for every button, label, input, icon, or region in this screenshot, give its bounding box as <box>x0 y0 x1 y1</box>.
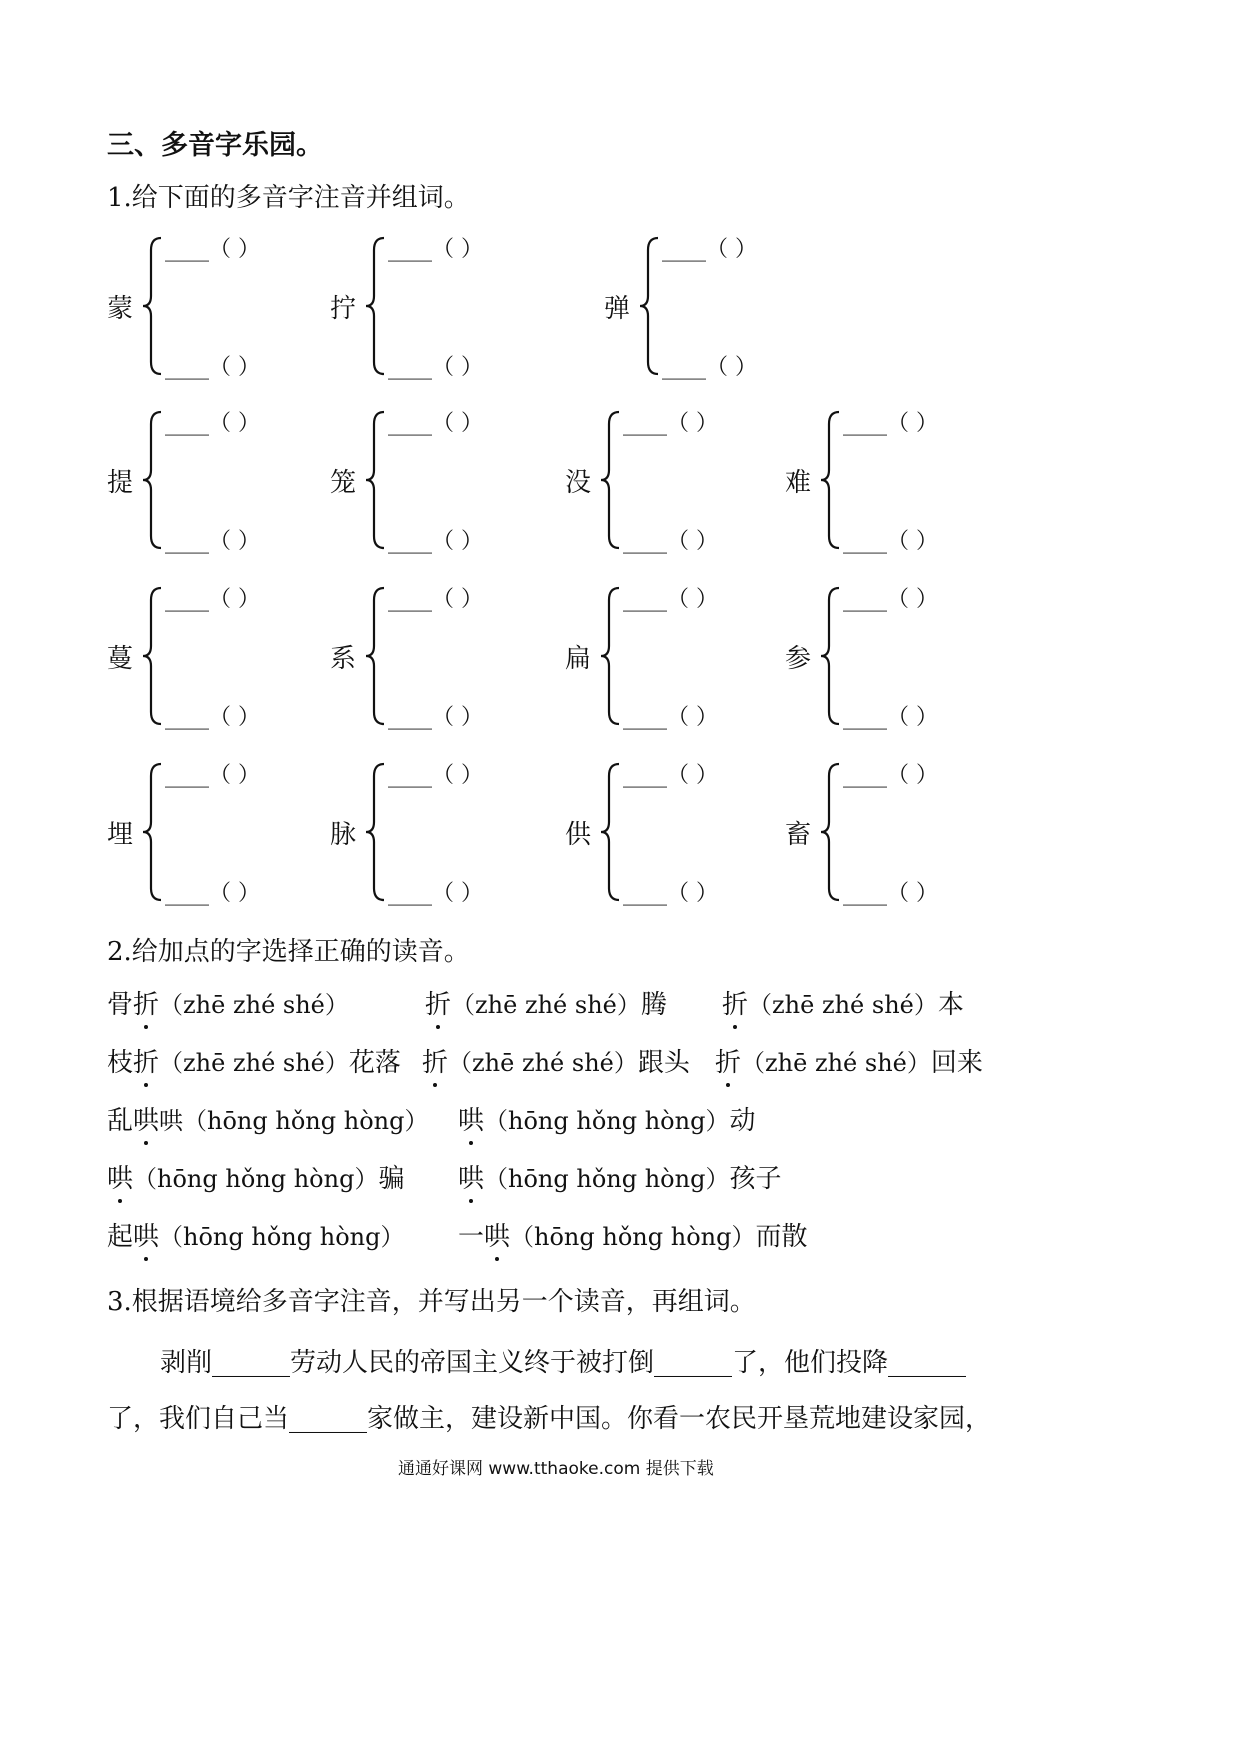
answer-slot-top[interactable]: ____（ ） <box>843 411 938 436</box>
dotted-char: 哄 <box>458 1100 484 1137</box>
q3-paragraph-line1: 剥削______劳动人民的帝国主义终于被打倒______了，他们投降______ <box>160 1348 967 1378</box>
reading-choice-item <box>107 984 349 1021</box>
dotted-char: 折 <box>715 1042 741 1079</box>
answer-slot-bottom[interactable]: ____（ ） <box>165 355 260 380</box>
polyphone-char: 难 <box>785 468 812 498</box>
reading-choice-item <box>715 1042 983 1079</box>
pinyin-options[interactable]: （hōng hǒng hòng） <box>484 1107 730 1135</box>
reading-choice-item <box>722 984 964 1021</box>
answer-slot-bottom[interactable]: ____（ ） <box>388 355 483 380</box>
answer-slot-bottom[interactable]: ____（ ） <box>388 705 483 730</box>
item-suffix: 回来 <box>930 1048 983 1078</box>
reading-choice-item <box>107 1158 404 1195</box>
reading-choice-item <box>107 1216 404 1253</box>
reading-choice-item <box>107 1042 401 1079</box>
dotted-char: 哄 <box>107 1158 133 1195</box>
pinyin-options[interactable]: （zhē zhé shé） <box>748 991 938 1019</box>
q3-prompt: 3.根据语境给多音字注音，并写出另一个读音，再组词。 <box>107 1287 756 1317</box>
answer-slot-top[interactable]: ____（ ） <box>388 587 483 612</box>
polyphone-char: 系 <box>330 644 357 674</box>
answer-slot-bottom[interactable]: ____（ ） <box>843 705 938 730</box>
reading-choice-item <box>458 1158 781 1195</box>
pinyin-options[interactable]: （zhē zhé shé） <box>451 991 641 1019</box>
answer-slot-top[interactable]: ____（ ） <box>388 237 483 262</box>
pinyin-options[interactable]: （hōng hǒng hòng） <box>484 1165 730 1193</box>
q1-prompt: 1.给下面的多音字注音并组词。 <box>107 183 470 213</box>
pinyin-options[interactable]: 哄（hōng hǒng hòng） <box>159 1107 429 1135</box>
item-suffix: 腾 <box>640 990 667 1020</box>
answer-slot-bottom[interactable]: ____（ ） <box>388 529 483 554</box>
polyphone-char: 参 <box>785 644 812 674</box>
dotted-char: 哄 <box>484 1216 510 1253</box>
answer-slot-top[interactable]: ____（ ） <box>843 587 938 612</box>
item-prefix: 起 <box>107 1222 134 1252</box>
item-suffix: 跟头 <box>637 1048 690 1078</box>
pinyin-options[interactable]: （hōng hǒng hòng） <box>133 1165 379 1193</box>
q3-paragraph-line2: 了，我们自己当______家做主，建设新中国。你看一农民开垦荒地建设家园， <box>107 1404 992 1434</box>
polyphone-char: 拧 <box>330 294 357 324</box>
answer-slot-top[interactable]: ____（ ） <box>388 411 483 436</box>
item-suffix: 动 <box>729 1106 756 1136</box>
item-suffix: 而散 <box>755 1222 808 1252</box>
answer-slot-bottom[interactable]: ____（ ） <box>662 355 757 380</box>
curly-brace <box>599 586 623 726</box>
answer-slot-top[interactable]: ____（ ） <box>623 763 718 788</box>
curly-brace <box>141 236 165 376</box>
reading-choice-item <box>458 1216 807 1253</box>
curly-brace <box>141 586 165 726</box>
dotted-char: 哄 <box>133 1216 159 1253</box>
reading-choice-item <box>458 1100 755 1137</box>
polyphone-char: 弹 <box>604 294 631 324</box>
dotted-char: 哄 <box>133 1100 159 1137</box>
answer-slot-top[interactable]: ____（ ） <box>843 763 938 788</box>
section-title: 三、多音字乐园。 <box>107 130 323 161</box>
answer-slot-bottom[interactable]: ____（ ） <box>165 705 260 730</box>
dotted-char: 折 <box>133 1042 159 1079</box>
polyphone-char: 提 <box>107 468 134 498</box>
item-prefix: 乱 <box>107 1106 134 1136</box>
polyphone-char: 脉 <box>330 820 357 850</box>
answer-slot-top[interactable]: ____（ ） <box>623 411 718 436</box>
dotted-char: 哄 <box>458 1158 484 1195</box>
curly-brace <box>599 410 623 550</box>
item-suffix: 孩子 <box>729 1164 782 1194</box>
answer-slot-bottom[interactable]: ____（ ） <box>843 881 938 906</box>
dotted-char: 折 <box>722 984 748 1021</box>
answer-slot-bottom[interactable]: ____（ ） <box>623 529 718 554</box>
reading-choice-item <box>107 1100 428 1137</box>
item-prefix: 枝 <box>107 1048 134 1078</box>
curly-brace <box>141 410 165 550</box>
pinyin-options[interactable]: （zhē zhé shé） <box>741 1049 931 1077</box>
reading-choice-item <box>422 1042 690 1079</box>
polyphone-char: 供 <box>565 820 592 850</box>
pinyin-options[interactable]: （zhē zhé shé） <box>159 991 349 1019</box>
pinyin-options[interactable]: （hōng hǒng hòng） <box>159 1223 405 1251</box>
polyphone-char: 蒙 <box>107 294 134 324</box>
answer-slot-bottom[interactable]: ____（ ） <box>623 705 718 730</box>
item-prefix: 骨 <box>107 990 134 1020</box>
answer-slot-top[interactable]: ____（ ） <box>623 587 718 612</box>
dotted-char: 折 <box>133 984 159 1021</box>
curly-brace <box>599 762 623 902</box>
polyphone-char: 埋 <box>107 820 134 850</box>
answer-slot-top[interactable]: ____（ ） <box>388 763 483 788</box>
q2-prompt: 2.给加点的字选择正确的读音。 <box>107 937 470 967</box>
answer-slot-top[interactable]: ____（ ） <box>165 587 260 612</box>
item-suffix: 花落 <box>348 1048 401 1078</box>
dotted-char: 折 <box>425 984 451 1021</box>
answer-slot-bottom[interactable]: ____（ ） <box>843 529 938 554</box>
answer-slot-top[interactable]: ____（ ） <box>662 237 757 262</box>
answer-slot-bottom[interactable]: ____（ ） <box>623 881 718 906</box>
pinyin-options[interactable]: （zhē zhé shé） <box>448 1049 638 1077</box>
reading-choice-item <box>425 984 667 1021</box>
curly-brace <box>638 236 662 376</box>
pinyin-options[interactable]: （hōng hǒng hòng） <box>510 1223 756 1251</box>
answer-slot-bottom[interactable]: ____（ ） <box>388 881 483 906</box>
item-prefix: 一 <box>458 1222 485 1252</box>
curly-brace <box>141 762 165 902</box>
polyphone-char: 扁 <box>565 644 592 674</box>
polyphone-char: 笼 <box>330 468 357 498</box>
answer-slot-bottom[interactable]: ____（ ） <box>165 529 260 554</box>
item-suffix: 本 <box>937 990 964 1020</box>
curly-brace <box>819 762 843 902</box>
curly-brace <box>364 586 388 726</box>
curly-brace <box>364 410 388 550</box>
curly-brace <box>819 586 843 726</box>
polyphone-char: 畜 <box>785 820 812 850</box>
curly-brace <box>819 410 843 550</box>
dotted-char: 折 <box>422 1042 448 1079</box>
answer-slot-bottom[interactable]: ____（ ） <box>165 881 260 906</box>
polyphone-char: 没 <box>565 468 592 498</box>
pinyin-options[interactable]: （zhē zhé shé） <box>159 1049 349 1077</box>
curly-brace <box>364 236 388 376</box>
polyphone-char: 蔓 <box>107 644 134 674</box>
page-footer: 通通好课网 www.tthaoke.com 提供下载 <box>398 1459 714 1479</box>
answer-slot-top[interactable]: ____（ ） <box>165 411 260 436</box>
answer-slot-top[interactable]: ____（ ） <box>165 763 260 788</box>
curly-brace <box>364 762 388 902</box>
answer-slot-top[interactable]: ____（ ） <box>165 237 260 262</box>
item-suffix: 骗 <box>378 1164 405 1194</box>
